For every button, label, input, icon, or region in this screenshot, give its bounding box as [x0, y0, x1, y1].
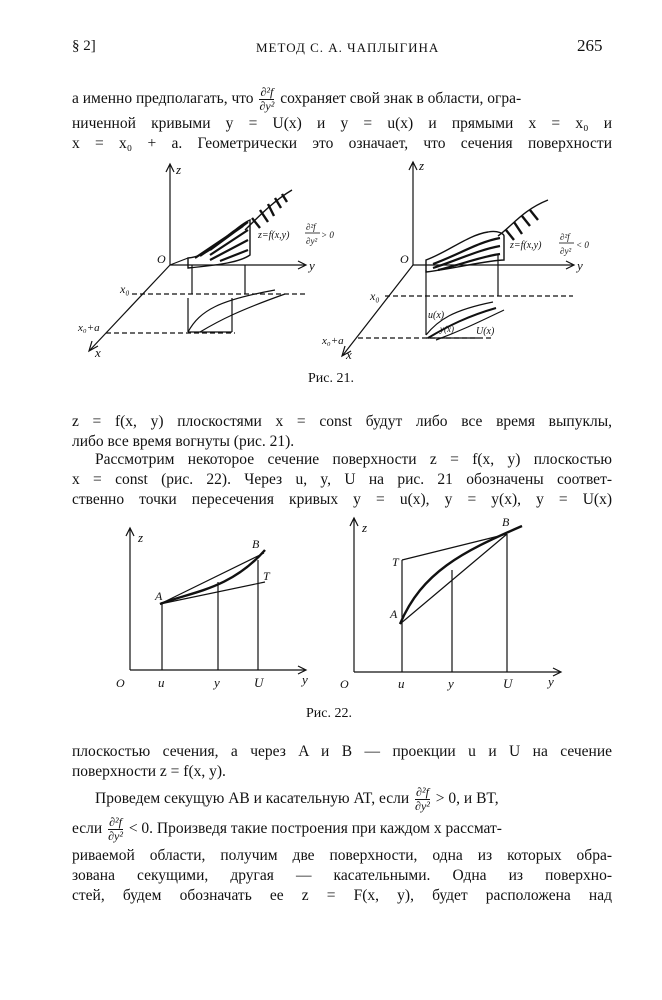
- condition-rel: < 0: [576, 240, 589, 250]
- paragraph-1-line-2: ниченной кривыми y = U(x) и y = u(x) и прямыми x = x₀ и: [72, 115, 612, 132]
- p5-line2-b: < 0. Произведя такие построения при каждом x рассмат-: [128, 820, 502, 838]
- origin-label: O: [157, 252, 166, 266]
- x-axis: [90, 265, 170, 350]
- x0-label: x₀: [370, 289, 380, 303]
- point-B: B: [252, 537, 260, 551]
- p5-text-b: > 0, и BT,: [435, 790, 499, 808]
- base-curve-U: [200, 294, 285, 332]
- x0a-label: x₀+a: [322, 335, 344, 347]
- origin-label: O: [340, 677, 349, 691]
- x0-label: x₀: [120, 282, 130, 296]
- z-label: z: [176, 162, 182, 177]
- y-label: y: [448, 676, 454, 691]
- figure-22-right: [342, 512, 562, 692]
- section-number: § 2]: [72, 38, 96, 54]
- p5-line2-a: если: [72, 820, 103, 838]
- u-label: u: [158, 675, 165, 690]
- derivative-fraction: $\frac{\text{∂²f}}{\text{∂y²}}$: [415, 785, 430, 813]
- box-top-connector: [170, 258, 188, 265]
- running-title: МЕТОД С. А. ЧАПЛЫГИНА: [256, 40, 440, 55]
- origin-label: O: [400, 252, 409, 266]
- figure-21-caption: Рис. 21.: [308, 371, 354, 386]
- x-label: x: [95, 345, 101, 360]
- point-B: B: [502, 515, 510, 529]
- paragraph-1-line-3: x = x₀ + a. Геометрически это означает, что сечения поверхности: [72, 135, 612, 152]
- point-T: T: [392, 555, 399, 569]
- surface-back-edge: [245, 190, 292, 230]
- U-label: U: [254, 675, 264, 690]
- x-axis: [343, 265, 413, 355]
- U-label: U: [503, 676, 513, 691]
- paragraph-3-line-3: ственно точки пересечения кривых y = u(x), y = y(x), y = U(x): [72, 491, 612, 508]
- condition-den: ∂y²: [306, 236, 318, 246]
- paragraph-5-line-2: [72, 816, 612, 843]
- paragraph-3-line-1: Рассмотрим некоторое сечение поверхности z = f(x, y) плоскостью: [95, 451, 612, 468]
- x0a-label: x₀+a: [78, 322, 100, 334]
- U-label: U(x): [476, 326, 495, 337]
- y-label: y: [577, 258, 583, 273]
- condition-num: ∂²f: [306, 222, 316, 232]
- x-label: x: [346, 347, 352, 362]
- figure-21-right: [318, 160, 608, 360]
- y-label: y: [309, 258, 315, 273]
- paragraph-3-line-2: x = const (рис. 22). Через u, y, U на рис. 21 обозначены соответ-: [72, 471, 612, 488]
- figure-22-left: [110, 520, 310, 690]
- paragraph-5-line-3: риваемой области, получим две поверхности, одна из которых обра-: [72, 847, 612, 864]
- surface-label: z=f(x,y): [258, 230, 290, 241]
- surface-hatching-back: [252, 194, 287, 228]
- p1-text-a: а именно предполагать, что: [72, 90, 254, 108]
- point-A: A: [390, 607, 398, 621]
- derivative-fraction: $\frac{\text{∂²f}}{\text{∂y²}}$: [108, 815, 123, 843]
- surface-hatching: [195, 222, 248, 261]
- figure-22-caption: Рис. 22.: [306, 706, 352, 721]
- z-label: z: [362, 520, 368, 535]
- paragraph-2-line-2: либо все время вогнуты (рис. 21).: [72, 433, 295, 450]
- y-label: y: [214, 675, 220, 690]
- surface-label: z=f(x,y): [510, 240, 542, 251]
- condition-den: ∂y²: [560, 246, 572, 256]
- paragraph-5-line-4: зована секущими, другая — касательными. Одна из поверхно-: [72, 867, 612, 884]
- secant-AB: [160, 553, 264, 604]
- y-axis-label: y: [302, 672, 308, 687]
- point-T: T: [263, 569, 270, 583]
- origin-label: O: [116, 676, 125, 690]
- derivative-fraction: $\frac{\text{∂²f}}{\text{∂y²}}$: [259, 85, 275, 113]
- figure-21-left: [60, 160, 334, 360]
- condition-num: ∂²f: [560, 232, 570, 242]
- y-axis-label: y: [548, 674, 554, 689]
- paragraph-5-line-1: [95, 786, 612, 813]
- z-label: z: [419, 158, 425, 173]
- p5-text-a: Проведем секущую AB и касательную AT, если: [95, 790, 410, 808]
- paragraph-4-line-1: плоскостью сечения, а через A и B — проекции u и U на сечение: [72, 743, 612, 760]
- z-label: z: [138, 530, 144, 545]
- u-label: u(x): [428, 310, 445, 321]
- point-A: A: [155, 589, 163, 603]
- page-number: 265: [577, 36, 603, 55]
- condition-rel: > 0: [321, 230, 334, 240]
- p1-text-b: сохраняет свой знак в области, огра-: [280, 90, 522, 108]
- paragraph-2-line-1: z = f(x, y) плоскостями x = const будут либо все время выпуклы,: [72, 413, 612, 430]
- paragraph-5-line-5: стей, будем обозначать ее z = F(x, y), будет расположена над: [72, 887, 612, 904]
- paragraph-4-line-2: поверхности z = f(x, y).: [72, 763, 226, 780]
- tangent-AT: [160, 582, 265, 604]
- paragraph-1-line-1: [72, 86, 612, 113]
- y-curve-label: y(x): [440, 324, 454, 334]
- u-label: u: [398, 676, 405, 691]
